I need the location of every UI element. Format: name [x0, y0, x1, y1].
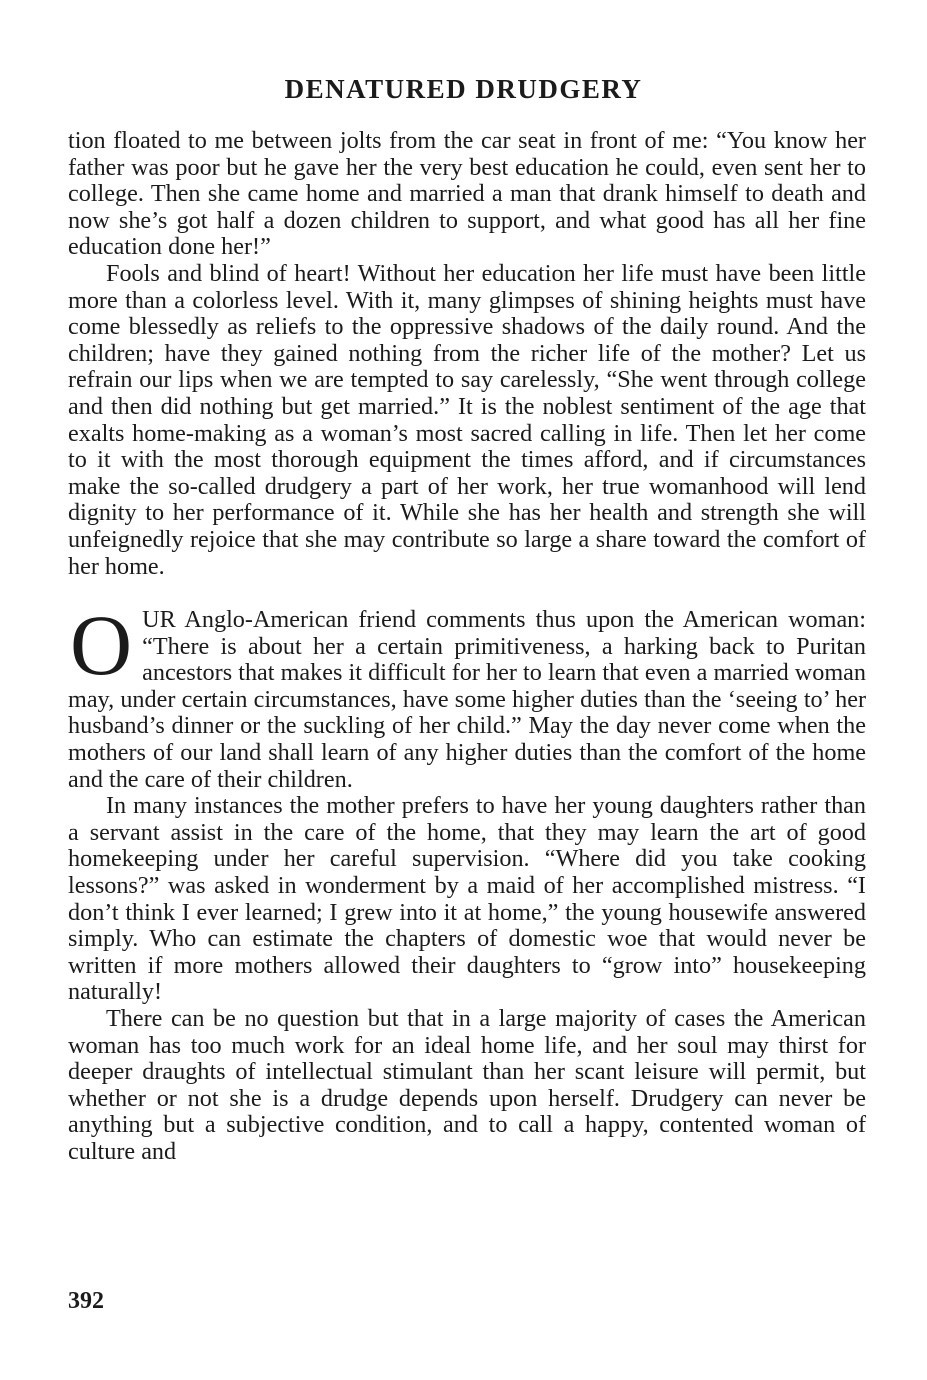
- paragraph: There can be no question but that in a large majority of cases the American woman has too much work for an ideal home life, and her soul may thirst for deeper draughts of intellectual stimulant than her scant leisure will permit, but whether or not she is a drudge depends upon herself. Drudgery can never be anything but a subjective condition, and to call a happy, contented woman of culture and: [68, 1005, 866, 1165]
- paragraph: Fools and blind of heart! Without her education her life must have been little more than a colorless level. With it, many glimpses of shining heights must have come blessedly as reliefs to the oppressive shadows of the daily round. And the children; have they gained nothing from the richer life of the mother? Let us refrain our lips when we are tempted to say carelessly, “She went through college and then did nothing but get married.” It is the noblest sentiment of the age that exalts home-making as a woman’s most sacred calling in life. Then let her come to it with the most thorough equipment the times afford, and if circumstances make the so-called drudgery a part of her work, her true womanhood will lend dignity to her performance of it. While she has her health and strength she will unfeignedly rejoice that she may contribute so large a share toward the comfort of her home.: [68, 259, 866, 580]
- paragraph-continued: tion floated to me between jolts from the car seat in front of me: “You know her father was poor but he gave her the very best education he could, even sent her to college. Then she came home and married a man that drank himself to death and now she’s got half a dozen children to support, and what good has all her fine education done her!”: [68, 127, 866, 261]
- body-text: [68, 128, 866, 1166]
- drop-cap: O: [70, 597, 133, 694]
- section-opening-text: UR Anglo-American friend comments thus upon the American woman: “There is about her a certain primitiveness, a harking back to Puritan ancestors that makes it difficult for her to learn that even a married woman may, under certain circumstances, have some higher duties than the ‘seeing to’ her husband’s dinner or the suckling of her child.” May the day never come when the mothers of our land shall learn of any higher duties than the comfort of the home and the care of their children.: [68, 606, 866, 793]
- section-opening-paragraph: [68, 597, 866, 793]
- running-header: DENATURED DRUDGERY: [284, 74, 643, 104]
- page-number: 392: [68, 1288, 104, 1314]
- paragraph: In many instances the mother prefers to have her young daughters rather than a servant assist in the care of the home, that they may learn the art of good homekeeping under her careful supervision. “Where did you take cooking lessons?” was asked in wonderment by a maid of her accomplished mistress. “I don’t think I ever learned; I grew into it at home,” the young housewife answered simply. Who can estimate the chapters of domestic woe that would never be written if more mothers allowed their daughters to “grow into” housekeeping naturally!: [68, 792, 866, 1006]
